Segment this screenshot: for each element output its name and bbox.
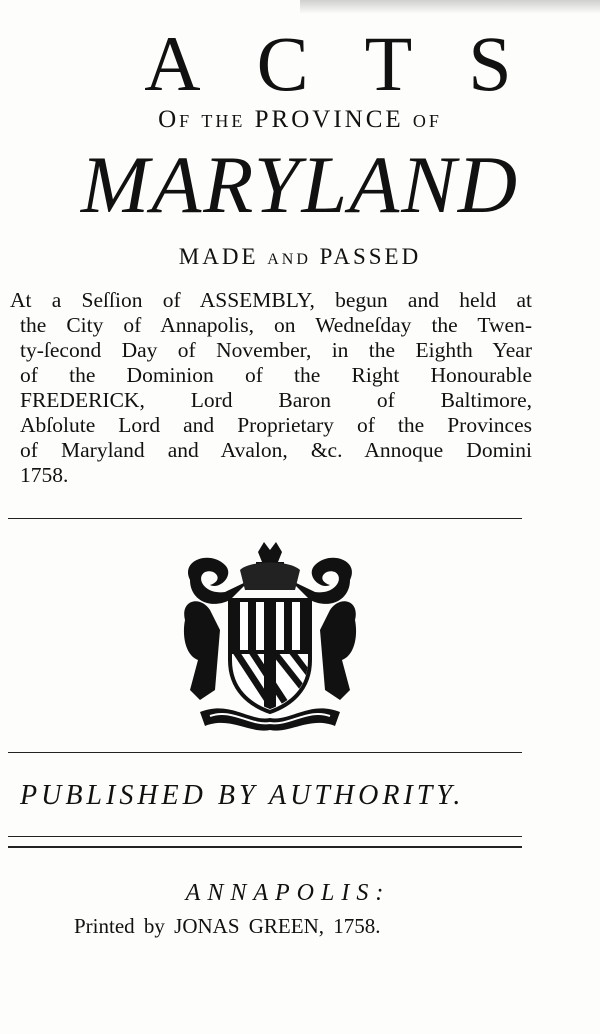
- divider-rule: [8, 752, 522, 753]
- session-line: Abſolute Lord and Proprietary of the Provinces: [20, 413, 532, 437]
- session-line: ty-ſecond Day of November, in the Eighth Year: [20, 338, 532, 362]
- session-line: FREDERICK, Lord Baron of Baltimore,: [20, 388, 532, 412]
- divider-rule: [8, 836, 522, 837]
- title-province-line: Of the PROVINCE of: [158, 106, 442, 133]
- published-by-authority: PUBLISHED BY AUTHORITY.: [20, 780, 465, 811]
- divider-rule: [8, 518, 522, 519]
- imprint-place: ANNAPOLIS:: [185, 880, 391, 906]
- session-line: of the Dominion of the Right Honourable: [20, 363, 532, 387]
- session-line: At a Seſſion of ASSEMBLY, begun and held at: [10, 288, 532, 312]
- coat-of-arms-icon: [170, 540, 370, 740]
- session-line: of Maryland and Avalon, &c. Annoque Domini: [20, 438, 532, 462]
- session-line: the City of Annapolis, on Wedneſday the Twen-: [20, 313, 532, 337]
- divider-rule: [8, 846, 522, 848]
- title-maryland: MARYLAND: [80, 139, 520, 230]
- scan-shadow: [300, 0, 600, 14]
- session-line: 1758.: [20, 463, 69, 487]
- title-made-passed: MADE and PASSED: [178, 244, 422, 269]
- title-acts: ACTS: [144, 20, 568, 107]
- session-description: [10, 288, 532, 488]
- imprint-printer: Printed by JONAS GREEN, 1758.: [74, 914, 381, 938]
